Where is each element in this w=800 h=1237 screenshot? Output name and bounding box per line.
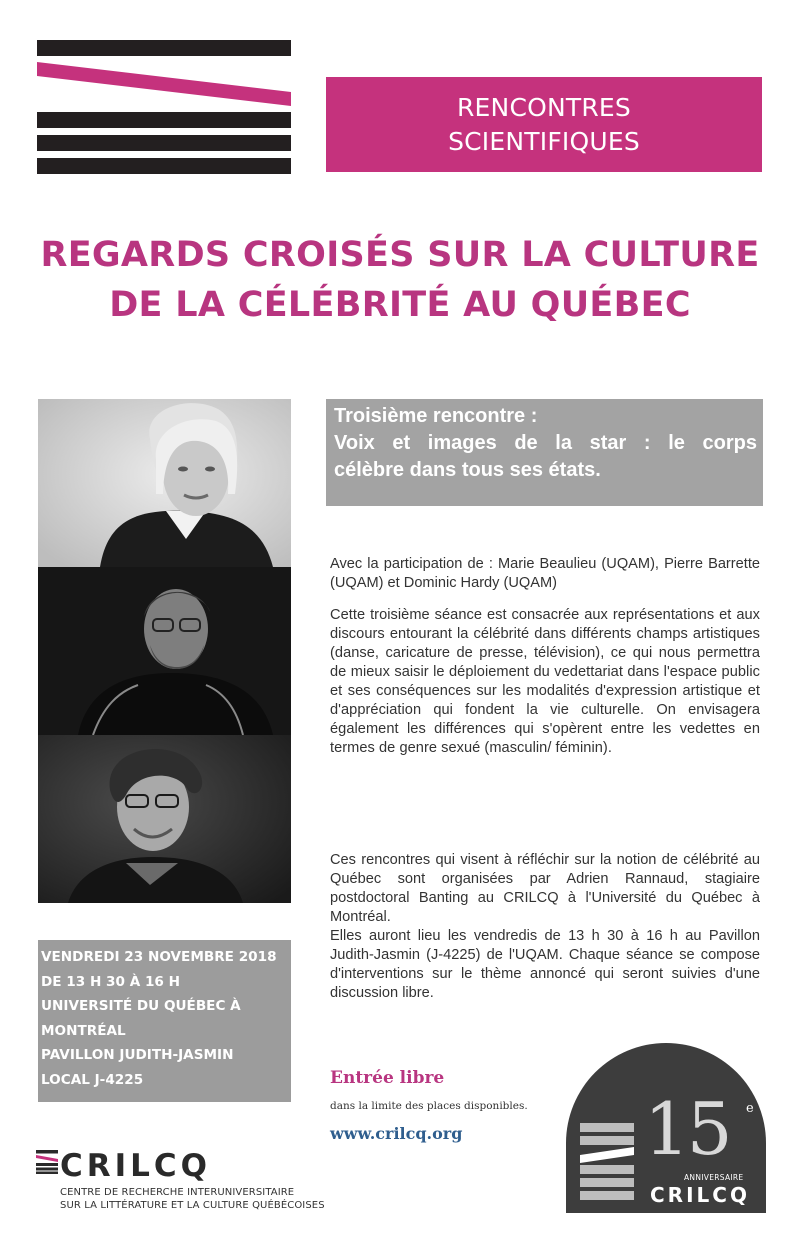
banner-line: SCIENTIFIQUES <box>448 126 640 156</box>
body-text <box>330 555 760 771</box>
badge-name: CRILCQ <box>650 1183 750 1207</box>
header-logo <box>0 0 300 180</box>
organisation-paragraph: Ces rencontres qui visent à réfléchir sur la notion de célébrité au Québec sont organisées par Adrien Rannaud, stagiaire postdoctoral Banting au CRILCQ à l'Université du Québec à Montréal. <box>330 852 760 925</box>
logo-stripe <box>37 112 291 128</box>
logo-stripe <box>37 158 291 174</box>
logo-diagonal <box>37 58 291 108</box>
description-paragraph: Cette troisième séance est consacrée aux représentations et aux discours entourant la célébrité dans différents champs artistiques (danse, caricature de presse, télévision), ce qui nous permettra de mieux saisir le déploiement du vedettariat dans l'espace public et ses conséquences sur les modalités d'expression artistique et d'appréciation qui fondent la vie culturelle. On envisagera également les différences qui s'opèrent entre les vedettes en termes de genre sexué (masculin/ féminin). <box>330 607 760 756</box>
participants-paragraph: Avec la participation de : Marie Beaulieu (UQAM), Pierre Barrette (UQAM) et Dominic Hardy (UQAM) <box>330 556 760 591</box>
crilcq-wordmark: CRILCQ <box>60 1148 212 1184</box>
series-banner <box>326 77 762 172</box>
event-place-continued: MONTRÉAL <box>41 1022 126 1039</box>
crilcq-subtitle: CENTRE DE RECHERCHE INTERUNIVERSITAIRE <box>60 1187 295 1198</box>
portrait-image <box>38 399 291 567</box>
portrait-image <box>38 567 291 735</box>
event-place: UNIVERSITÉ DU QUÉBEC À <box>41 998 241 1015</box>
logo-stripe <box>37 40 291 56</box>
badge-suffix: e <box>746 1101 754 1116</box>
body-text-lower <box>330 851 760 1003</box>
badge-label: ANNIVERSAIRE <box>684 1173 744 1182</box>
schedule-paragraph: Elles auront lieu les vendredis de 13 h 30 à 16 h au Pavillon Judith-Jasmin (J-4225) de l'UQAM. Chaque séance se compose d'interventions sur le thème annoncé qui seront suivies d'une discussion libre. <box>330 928 760 1001</box>
page-title-line: DE LA CÉLÉBRITÉ AU QUÉBEC <box>109 285 691 325</box>
session-title-continued: célèbre dans tous ses états. <box>334 459 601 481</box>
session-title-box <box>326 399 763 506</box>
portrait-image <box>38 735 291 903</box>
event-building: PAVILLON JUDITH-JASMIN <box>41 1047 234 1064</box>
website-link[interactable]: www.crilcq.org <box>330 1124 463 1143</box>
event-date: VENDREDI 23 NOVEMBRE 2018 <box>41 949 277 965</box>
speaker-photo <box>38 735 291 903</box>
speaker-photo <box>38 567 291 735</box>
session-title: Voix et images de la star : le corps <box>334 432 757 454</box>
anniversary-badge <box>566 1043 766 1213</box>
logo-stripe <box>37 135 291 151</box>
event-room: LOCAL J-4225 <box>41 1071 144 1088</box>
admission-note: dans la limite des places disponibles. <box>330 1100 528 1112</box>
admission-label: Entrée libre <box>330 1068 445 1088</box>
speaker-photo <box>38 399 291 567</box>
event-time: DE 13 H 30 À 16 H <box>41 973 180 990</box>
page-title-line: REGARDS CROISÉS SUR LA CULTURE <box>40 235 760 275</box>
session-number: Troisième rencontre : <box>334 405 538 427</box>
crilcq-logo-icon <box>36 1150 58 1174</box>
banner-line: RENCONTRES <box>456 92 631 122</box>
crilcq-subtitle: SUR LA LITTÉRATURE ET LA CULTURE QUÉBÉCOISES <box>60 1200 325 1211</box>
badge-number: 15 <box>644 1087 730 1171</box>
event-details-box <box>38 940 291 1102</box>
